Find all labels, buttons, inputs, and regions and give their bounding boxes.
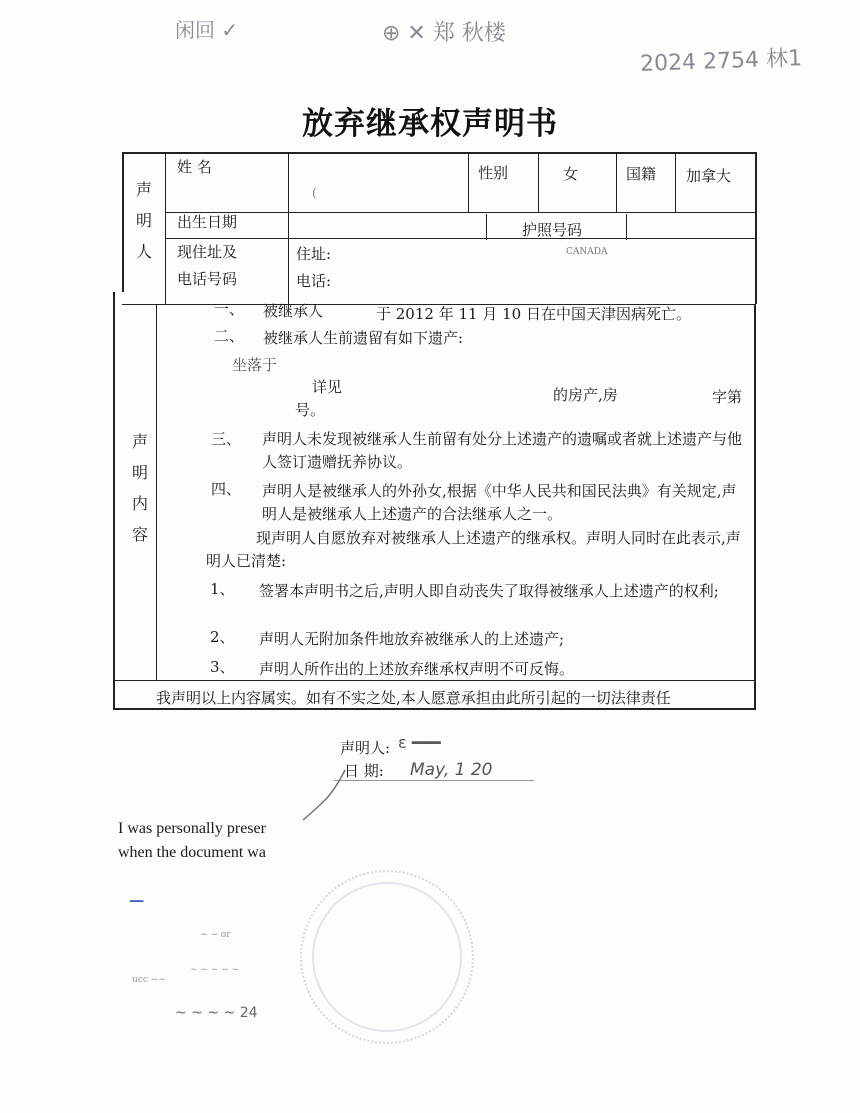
para3-number: 三、	[211, 430, 242, 448]
para5-text: 现声明人自愿放弃对被继承人上述遗产的继承权。声明人同时在此表示,声明人已清楚:	[206, 529, 741, 570]
handwritten-note-left: 闲回 ✓	[175, 18, 239, 42]
embossed-seal-icon	[300, 870, 474, 1044]
fragment-blue-mark: ━━	[130, 895, 144, 908]
gender-label: 性别	[478, 164, 509, 182]
declarant-signature: ε ━━━	[398, 733, 441, 752]
fragment-3: ~ ~ ~ ~ ~	[190, 965, 240, 975]
address-label-line2: 电话号码	[177, 270, 238, 288]
notary-english-line2: when the document wa	[118, 844, 266, 861]
declarant-signature-label: 声明人:	[340, 739, 391, 757]
address-prefix: 住址:	[296, 245, 332, 263]
name-value: (	[312, 186, 317, 200]
birth-date-label: 出生日期	[177, 213, 238, 231]
handwritten-file-number: 2024 2754 林1	[639, 46, 803, 77]
para1-number: 一、	[214, 300, 245, 318]
para4-text: 声明人是被继承人的外孙女,根据《中华人民共和国民法典》有关规定,声明人是被继承人上述遗产的合法继承人之一。	[262, 482, 737, 523]
date-label: 日 期:	[344, 762, 384, 780]
document-title: 放弃继承权声明书	[302, 106, 558, 142]
passport-number-label: 护照号码	[522, 221, 583, 239]
gender-value: 女	[563, 165, 579, 183]
address-label-line1: 现住址及	[177, 243, 238, 261]
signature-stroke-icon	[295, 765, 365, 825]
item3-number: 3、	[210, 658, 235, 676]
para1-text-a: 被继承人	[263, 302, 324, 320]
para4-number: 四、	[211, 480, 242, 498]
truth-statement: 我声明以上内容属实。如有不实之处,本人愿意承担由此所引起的一切法律责任	[156, 689, 671, 707]
item1-number: 1、	[210, 580, 235, 598]
fragment-4: ucc ~~	[132, 975, 166, 985]
handwritten-note-middle: ⊕ ✕ 郑 秋楼	[382, 21, 506, 46]
content-section-label: 声明内容	[131, 432, 148, 544]
para2-property-line2a: 详见	[312, 378, 343, 396]
phone-prefix: 电话:	[296, 272, 332, 290]
address-tail: CANADA	[566, 247, 608, 257]
declarant-section-label: 声明人	[135, 180, 152, 261]
para2-property-line3: 号。	[295, 401, 326, 419]
item2-text: 声明人无附加条件地放弃被继承人的上述遗产;	[259, 630, 565, 648]
notary-english-line1: I was personally preser	[118, 820, 266, 837]
nationality-label: 国籍	[626, 165, 657, 183]
nationality-value: 加拿大	[686, 167, 732, 185]
para2-property-line2c: 字第	[712, 388, 743, 406]
para2-number: 二、	[214, 327, 245, 345]
para1-text-b: 于 2012 年 11 月 10 日在中国天津因病死亡。	[376, 305, 691, 323]
fragment-2: ~ ~ or	[200, 930, 231, 940]
para2-property-line1: 坐落于	[232, 356, 278, 374]
para3-text: 声明人未发现被继承人生前留有处分上述遗产的遗嘱或者就上述遗产与他人签订遗赠抚养协议。	[262, 430, 743, 471]
item1-text: 签署本声明书之后,声明人即自动丧失了取得被继承人上述遗产的权利;	[259, 582, 719, 600]
name-label: 姓 名	[177, 158, 212, 176]
signed-date: May, 1 20	[410, 760, 493, 780]
item2-number: 2、	[210, 628, 235, 646]
para2-text: 被继承人生前遗留有如下遗产:	[263, 329, 464, 347]
fragment-5: ~ ~ ~ ~ 24	[175, 1005, 258, 1021]
item3-text: 声明人所作出的上述放弃继承权声明不可反悔。	[259, 660, 575, 678]
para2-property-line2b: 的房产,房	[553, 386, 618, 404]
